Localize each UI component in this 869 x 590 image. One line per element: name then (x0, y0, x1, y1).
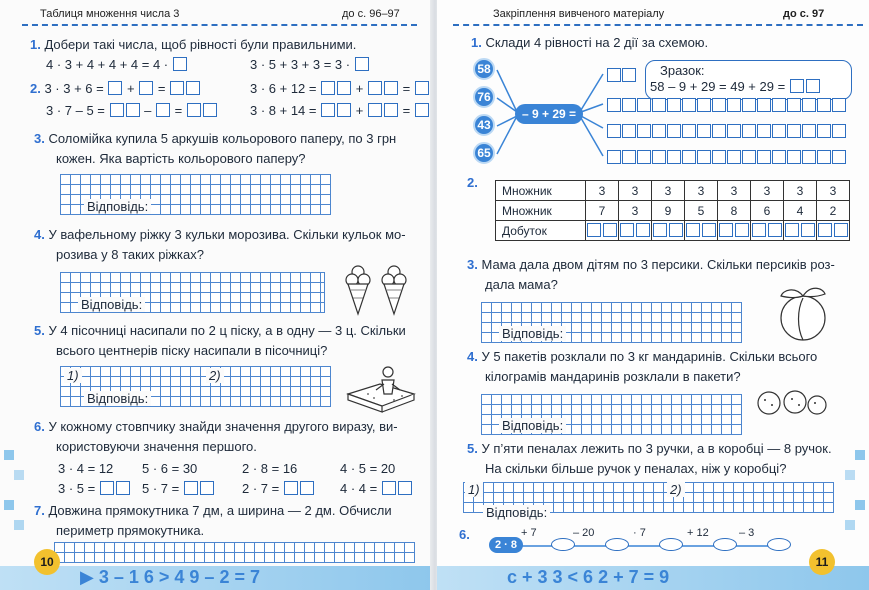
answer-box[interactable] (126, 103, 140, 117)
answer-box[interactable] (184, 481, 198, 495)
task-2-equation-b (250, 78, 432, 100)
operator: = (174, 103, 183, 118)
table-row (496, 221, 850, 241)
sample-label: Зразок: (660, 63, 705, 78)
answer-box[interactable] (300, 481, 314, 495)
task-2-equation-d (250, 100, 432, 122)
answer-box[interactable] (187, 103, 201, 117)
task-3 (467, 254, 835, 276)
answer-box[interactable] (200, 481, 214, 495)
decor-text: ▶ 3 – 1 6 > 4 9 – 2 = 7 (80, 567, 260, 587)
product-cell[interactable] (619, 221, 652, 241)
decor-square (14, 470, 24, 480)
answer-box[interactable] (398, 481, 412, 495)
operator: = (402, 81, 411, 96)
product-cell[interactable] (751, 221, 784, 241)
operator: = (402, 103, 411, 118)
task-5 (34, 320, 406, 342)
column-2-given: 5 · 6 = 30 (142, 461, 198, 476)
task-2-equation-c (46, 100, 218, 122)
equation-row-4[interactable] (607, 150, 847, 164)
equation-text: 3 · 3 + 6 = (44, 81, 104, 96)
table-cell: 5 (685, 201, 718, 221)
expression: 2 · 7 = (242, 481, 280, 496)
operator: + (126, 81, 135, 96)
task-number: 3. (34, 131, 45, 146)
header-divider (453, 24, 863, 26)
column-4-find (340, 478, 413, 500)
chain-op-4: + 12 (687, 527, 709, 539)
answer-label: Відповідь: (84, 391, 151, 406)
task-number: 1. (471, 35, 482, 50)
task-number: 6. (34, 419, 45, 434)
chain-answer-5[interactable] (767, 538, 791, 551)
peach-icon (775, 284, 833, 342)
answer-box[interactable] (156, 103, 170, 117)
product-cell[interactable] (817, 221, 850, 241)
left-header-ref: до с. 96–97 (342, 8, 400, 20)
column-4-given: 4 · 5 = 20 (340, 461, 396, 476)
task-7-line-2: периметр прямокутника. (56, 523, 205, 538)
task-text: У 5 пакетів розклали по 3 кг мандаринів. Скільки всього (481, 349, 818, 364)
table-cell: 3 (586, 181, 619, 201)
answer-label: Відповідь: (499, 326, 566, 341)
answer-box[interactable] (337, 81, 351, 95)
row-header: Множник (496, 201, 586, 221)
equation-row-3[interactable] (607, 124, 847, 138)
column-1-given: 3 · 4 = 12 (58, 461, 114, 476)
decor-square (845, 470, 855, 480)
task-3 (34, 128, 396, 150)
equation-text: 3 · 6 + 12 = (250, 81, 317, 96)
table-row (496, 181, 850, 201)
table-cell: 3 (817, 181, 850, 201)
answer-box[interactable] (100, 481, 114, 495)
equation-row-2[interactable] (607, 98, 847, 112)
number-circle: 76 (473, 86, 495, 108)
table-cell: 9 (652, 201, 685, 221)
task-6 (34, 416, 398, 438)
table-cell: 4 (784, 201, 817, 221)
task-3-line-2: кожен. Яка вартість кольорового паперу? (56, 151, 306, 166)
sample-box (645, 60, 852, 100)
task-5 (467, 438, 832, 460)
table-cell: 3 (652, 181, 685, 201)
answer-box[interactable] (186, 81, 200, 95)
column-1-find (58, 478, 131, 500)
answer-box[interactable] (384, 81, 398, 95)
task-text: Соломійка купила 5 аркушів кольорового паперу, по 3 грн (48, 131, 397, 146)
page-number: 10 (34, 549, 60, 575)
chain-start: 2 · 8 (489, 537, 523, 553)
answer-box[interactable] (173, 57, 187, 71)
step-2-label: 2) (667, 482, 685, 497)
decor-square (4, 450, 14, 460)
answer-box[interactable] (108, 81, 122, 95)
operator: – (144, 103, 152, 118)
answer-box[interactable] (415, 81, 429, 95)
task-number: 5. (467, 441, 478, 456)
multiplication-table (495, 180, 850, 241)
chain-op-2: – 20 (573, 527, 595, 539)
task-number: 5. (34, 323, 45, 338)
chain-op-5: – 3 (739, 527, 755, 539)
product-cell[interactable] (718, 221, 751, 241)
answer-box[interactable] (806, 79, 820, 93)
step-1-label: 1) (64, 368, 82, 383)
ice-cream-icon (340, 262, 414, 318)
task-number: 6. (459, 527, 470, 542)
right-header-ref: до с. 97 (783, 8, 825, 20)
task-4 (467, 346, 817, 368)
page-number: 11 (809, 549, 835, 575)
product-cell[interactable] (586, 221, 619, 241)
bottom-decor-band (0, 566, 432, 590)
task-text: Склади 4 рівності на 2 дії за схемою. (485, 35, 709, 50)
product-cell[interactable] (784, 221, 817, 241)
expression: 3 · 5 = (58, 481, 96, 496)
sandbox-icon (344, 362, 418, 414)
task-2-number (467, 172, 478, 194)
task-text: У вафельному ріжку 3 кульки морозива. Скільки кульок мо- (48, 227, 406, 242)
step-1-label: 1) (465, 482, 483, 497)
answer-box[interactable] (415, 103, 429, 117)
product-cell[interactable] (685, 221, 718, 241)
column-3-find (242, 478, 315, 500)
task-number: 4. (467, 349, 478, 364)
column-3-given: 2 · 8 = 16 (242, 461, 298, 476)
number-circle: 43 (473, 114, 495, 136)
equation-text: 3 · 5 + 3 + 3 = 3 · (250, 57, 351, 72)
sample-equation-text: 58 – 9 + 29 = 49 + 29 = (650, 79, 786, 94)
answer-label: Відповідь: (84, 199, 151, 214)
task-7 (34, 500, 392, 522)
answer-box[interactable] (116, 481, 130, 495)
chain-answer-3[interactable] (659, 538, 683, 551)
bottom-decor-band (437, 566, 869, 590)
answer-box[interactable] (110, 103, 124, 117)
chain-answer-2[interactable] (605, 538, 629, 551)
task-text: Довжина прямокутника 7 дм, а ширина — 2 дм. Обчисли (48, 503, 392, 518)
number-circle: 58 (473, 58, 495, 80)
answer-label: Відповідь: (499, 418, 566, 433)
table-cell: 3 (784, 181, 817, 201)
task-4 (34, 224, 406, 246)
left-header-title: Таблиця множення числа 3 (40, 8, 180, 20)
task-number: 1. (30, 37, 41, 52)
decor-square (14, 520, 24, 530)
task-text: У п’яти пеналах лежить по 3 ручки, а в коробці — 8 ручок. (481, 441, 832, 456)
answer-box[interactable] (321, 81, 335, 95)
tangerines-icon (755, 388, 827, 418)
task-number: 4. (34, 227, 45, 242)
answer-label: Відповідь: (78, 297, 145, 312)
table-cell: 7 (586, 201, 619, 221)
answer-box[interactable] (337, 103, 351, 117)
step-2-label: 2) (206, 368, 224, 383)
product-cell[interactable] (652, 221, 685, 241)
task-6-line-2: користовуючи значення першого. (56, 439, 257, 454)
answer-label: Відповідь: (483, 505, 550, 520)
table-cell: 3 (619, 181, 652, 201)
answer-box[interactable] (203, 103, 217, 117)
chain-answer-4[interactable] (713, 538, 737, 551)
task-1 (471, 32, 708, 54)
decor-square (845, 520, 855, 530)
answer-box[interactable] (790, 79, 804, 93)
row-header: Добуток (496, 221, 586, 241)
row-header: Множник (496, 181, 586, 201)
table-cell: 3 (619, 201, 652, 221)
operator: + (355, 81, 364, 96)
task-number: 3. (467, 257, 478, 272)
chain-op-1: + 7 (521, 527, 537, 539)
task-1-equation-a (46, 54, 188, 76)
task-1-equation-b (250, 54, 370, 76)
operation-oval: – 9 + 29 = (515, 104, 583, 124)
expression: 4 · 4 = (340, 481, 378, 496)
chain-op-3: · 7 (633, 527, 646, 539)
task-text: Добери такі числа, щоб рівності були правильними. (44, 37, 357, 52)
table-cell: 6 (751, 201, 784, 221)
task-7-answer-grid[interactable] (54, 542, 415, 563)
table-row (496, 201, 850, 221)
header-divider (22, 24, 417, 26)
table-cell: 8 (718, 201, 751, 221)
task-text: Мама дала двом дітям по 3 персики. Скільки персиків роз- (481, 257, 835, 272)
task-text: У 4 пісочниці насипали по 2 ц піску, а в одну — 3 ц. Скільки (48, 323, 406, 338)
table-cell: 3 (685, 181, 718, 201)
task-6-number (459, 524, 470, 546)
task-text: У кожному стовпчику знайди значення другого виразу, ви- (48, 419, 398, 434)
number-circle: 65 (473, 142, 495, 164)
task-5-line-2: всього центнерів піску насипали в пісочниці? (56, 343, 328, 358)
answer-box[interactable] (139, 81, 153, 95)
decor-square (4, 500, 14, 510)
answer-box[interactable] (284, 481, 298, 495)
answer-box[interactable] (170, 81, 184, 95)
equation-text: 3 · 8 + 14 = (250, 103, 317, 118)
task-number: 7. (34, 503, 45, 518)
equation-text: 4 · 3 + 4 + 4 + 4 = 4 · (46, 57, 169, 72)
table-cell: 3 (751, 181, 784, 201)
table-cell: 2 (817, 201, 850, 221)
task-3-line-2: дала мама? (485, 277, 558, 292)
equation-text: 3 · 7 – 5 = (46, 103, 105, 118)
expression: 5 · 7 = (142, 481, 180, 496)
answer-box[interactable] (321, 103, 335, 117)
decor-square (855, 450, 865, 460)
task-4-line-2: розива у 8 таких ріжках? (56, 247, 204, 262)
task-4-line-2: кілограмів мандаринів розклали в пакети? (485, 369, 741, 384)
chain-answer-1[interactable] (551, 538, 575, 551)
operator: = (157, 81, 166, 96)
table-cell: 3 (718, 181, 751, 201)
answer-box[interactable] (382, 481, 396, 495)
right-header-title: Закріплення вивченого матеріалу (493, 8, 665, 20)
operator: + (355, 103, 364, 118)
left-page (0, 0, 432, 590)
task-number: 2. (467, 175, 478, 190)
answer-box[interactable] (384, 103, 398, 117)
sample-equation (650, 79, 821, 94)
task-2-equation-a (30, 78, 201, 100)
task-1 (30, 34, 356, 56)
answer-box[interactable] (368, 81, 382, 95)
decor-text: c + 3 3 < 6 2 + 7 = 9 (507, 567, 670, 587)
column-2-find (142, 478, 215, 500)
answer-box[interactable] (368, 103, 382, 117)
task-number: 2. (30, 81, 41, 96)
answer-box[interactable] (355, 57, 369, 71)
task-5-line-2: На скільки більше ручок у пеналах, ніж у коробці? (485, 461, 787, 476)
decor-square (855, 500, 865, 510)
right-page (437, 0, 869, 590)
result-boxes-1[interactable] (607, 68, 637, 82)
